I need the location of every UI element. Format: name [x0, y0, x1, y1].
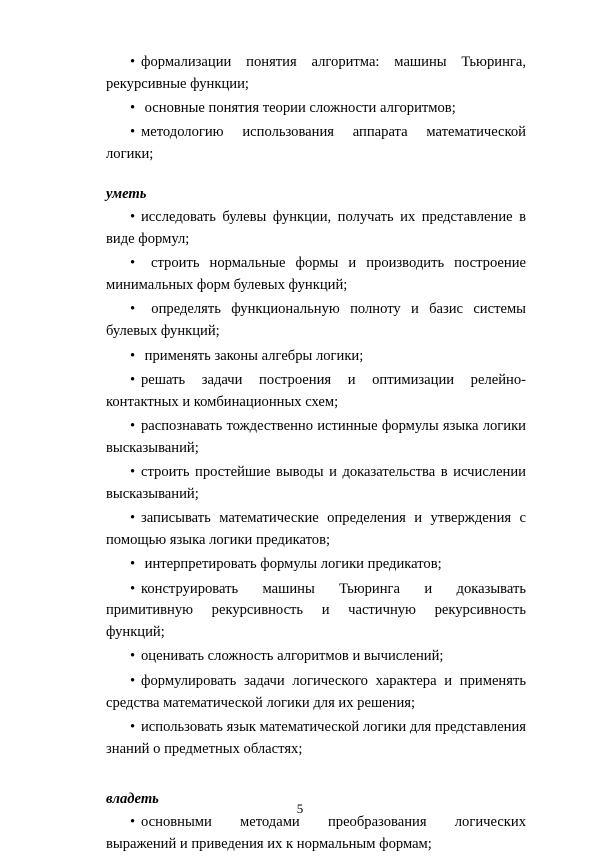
- know-item-text: методологию использования аппарата математической логики;: [106, 124, 526, 163]
- umet-item-text: исследовать булевы функции, получать их представление в виде формул;: [106, 209, 526, 248]
- umet-item-2: [106, 253, 526, 299]
- umet-item-text: решать задачи построения и оптимизации релейно-контактных и комбинационных схем;: [106, 371, 526, 410]
- umet-item-4: [106, 346, 526, 370]
- umet-item-12: [106, 671, 526, 717]
- bullet-icon: •: [130, 556, 136, 573]
- know-item-text: формализации понятия алгоритма: машины Тьюринга, рекурсивные функции;: [106, 54, 526, 92]
- bullet-icon: •: [130, 813, 136, 830]
- bullet-icon: •: [130, 464, 136, 481]
- umet-item-10: [106, 579, 526, 647]
- bullet-icon: •: [130, 100, 136, 117]
- page-content: [106, 52, 526, 858]
- bullet-icon: •: [130, 124, 136, 141]
- bullet-icon: •: [130, 580, 136, 597]
- umet-item-text: конструировать машины Тьюринга и доказывать примитивную рекурсивность и частичную рекурсивность функций;: [106, 580, 526, 641]
- umet-item-1: [106, 207, 526, 253]
- umet-item-text: интерпретировать формулы логики предикатов;: [141, 556, 442, 573]
- know-item-1: [106, 52, 526, 98]
- bullet-icon: •: [130, 209, 136, 226]
- umet-item-6: [106, 416, 526, 462]
- umet-item-text: записывать математические определения и утверждения с помощью языка логики предикатов;: [106, 510, 526, 548]
- vladet-item-1: [106, 812, 526, 858]
- bullet-icon: •: [130, 510, 136, 527]
- umet-item-3: [106, 299, 526, 345]
- page-number: 5: [296, 801, 304, 816]
- umet-item-text: формулировать задачи логического характера и применять средства математической логики для их решения;: [106, 672, 526, 711]
- bullet-icon: •: [130, 54, 136, 70]
- umet-item-5: [106, 370, 526, 416]
- umet-item-text: использовать язык математической логики для представления знаний о предметных областях;: [106, 718, 527, 757]
- know-item-2: [106, 98, 526, 122]
- vladet-item-text: основными методами преобразования логических выражений и приведения их к нормальным формам;: [106, 813, 526, 852]
- umet-item-7: [106, 462, 526, 508]
- bullet-icon: •: [130, 255, 136, 272]
- umet-item-text: определять функциональную полноту и базис системы булевых функций;: [106, 301, 526, 340]
- bullet-icon: •: [130, 417, 136, 434]
- bullet-icon: •: [130, 672, 136, 689]
- umet-item-8: [106, 508, 526, 554]
- bullet-icon: •: [130, 301, 136, 318]
- bullet-icon: •: [130, 718, 136, 735]
- umet-item-11: [106, 646, 526, 670]
- umet-item-text: распознавать тождественно истинные формулы языка логики высказываний;: [106, 417, 526, 456]
- section-heading-vladet: владеть: [106, 790, 159, 807]
- bullet-icon: •: [130, 371, 136, 388]
- umet-item-text: строить нормальные формы и производить построение минимальных форм булевых функций;: [106, 255, 526, 294]
- umet-item-text: строить простейшие выводы и доказательства в исчислении высказываний;: [106, 464, 526, 502]
- umet-item-13: [106, 717, 526, 763]
- umet-item-9: [106, 554, 526, 578]
- know-item-text: основные понятия теории сложности алгоритмов;: [141, 100, 456, 117]
- umet-item-text: применять законы алгебры логики;: [141, 347, 364, 364]
- bullet-icon: •: [130, 347, 136, 364]
- know-item-3: [106, 122, 526, 168]
- umet-item-text: оценивать сложность алгоритмов и вычислений;: [141, 648, 444, 665]
- bullet-icon: •: [130, 648, 136, 665]
- section-heading-umet: уметь: [106, 186, 147, 203]
